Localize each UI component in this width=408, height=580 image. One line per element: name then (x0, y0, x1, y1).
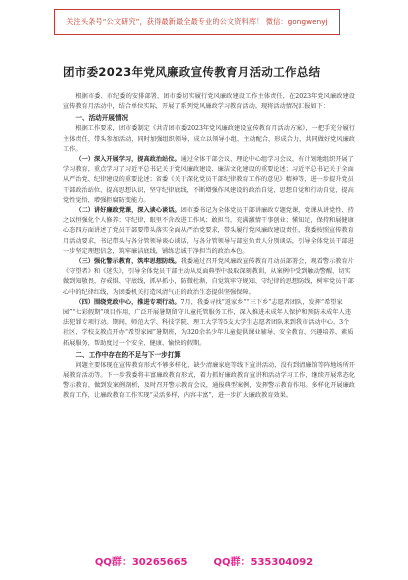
qq-group-2: QQ群：535304092 (213, 556, 314, 568)
section1-heading: 一、活动开展情况 (75, 114, 129, 123)
item1-heading: （一）深入开展学习，提高政治站位。 (75, 156, 181, 164)
promo-banner (54, 9, 340, 35)
item4-paragraph (63, 298, 355, 349)
item1-paragraph (63, 155, 355, 206)
item3-body: 我委通过召开党风廉政宣传教育月动员部署会，观看警示教育片《守望者》和《迷失》，引导全体党员干部主动从反面典型中汲取深刻教训，从案例中受到触动警醒，切实做到知敬畏、存戒惧、守底线，抓早抓小，防微杜渐，自觉筑牢守规知、守纪律的思想防线，树牢党员干部心中的纪律红线，为团委机关打造风清气正的政治生态提供坚强保障。 (63, 258, 354, 296)
item1-body: 通过全体干部会议、理论中心组学习会议，有计划地组织开展了学习教育，重点学习了习近平总书记关于党风廉政建设、廉洁文化建设的重要论述；习近平总书记关于全面从严治党、纪律建设的重要论述；省委《关于深化党员干部纪律教育工作的意见》精神等，进一步提升党员干部政治站位，提高思想认识，坚守纪律底线，不断增强作风建设的政治自觉、思想自觉和行动自觉，提高党性觉悟，增强拒腐防变能力。 (63, 156, 354, 204)
qq-group-1: QQ群：30265665 (94, 556, 188, 568)
item2-body: 团市委书记为全体党员干部讲廉政专题党课，党课从讲党性、持之以恒强化个人修养；守纪律，眼里不含改进工作风；敢担当，充满激情干事创业；懂知足，保持和展健康心态四方面讲述了党员干部要带头落实全面从严治党要求，带头履行党风廉政建设责任，我委按照宣传教育月活动要求，书记带头与各分管领导谈心谈话，与各分管领导与部室负责人分别谈话，引导全体党员干部进一步坚定理想信念，筑牢廉洁底线，铺练忠诚干净担当的政治本色。 (63, 207, 354, 255)
item4-heading: （四）围绕党政中心，推进专项行动。 (75, 298, 181, 306)
section2-heading: 二、工作中存在的不足与下一步打算 (75, 350, 181, 359)
section1-intro: 根据工作要求，团市委制定《共青团市委2023年党风廉政建设宣传教育月活动方案》，一把手充分履行主体责任，带头参加活动，同时加强组织领导，成立以领导小组，主动配合，形成合力，共同做好党风廉政工作。 (63, 125, 355, 153)
item3-paragraph (63, 257, 355, 298)
item2-heading: （二）讲好廉政党课，深入谈心谈话。 (75, 207, 181, 215)
document-body (63, 64, 355, 402)
item3-heading: （三）强化警示教育，筑牢思想防线。 (75, 258, 181, 266)
item2-paragraph (63, 206, 355, 257)
section2-body: 问题主要体现在宣传教育形式不够多样化，缺少清廉家庭等线下宣讲活动，没有到清廉馆等阵地场所开展教育活动等。下一步我委将丰富廉政教育形式，着力抓好廉政教育宣讲和活动学习工作，继续开展常态化警示教育，做到发案例剖析，及时召开警示教育会议，通报典型案例，发挥警示教育作用。多样化开展廉政教育工作，让廉政教育工作实现“灵活多样，内容丰富”，进一步扩大廉政教育效果。 (63, 361, 355, 400)
item4-body: 7月，我委寻找“返家乡”“三下乡”志愿者团队，发挥“希望家园”“七彩假期”项目作用，广泛开展暑期留守儿童托管服务工作，深入推进未成年人保护和预防未成年人违法犯罪专项行动。期间，师范大学、科技学院、理工大学等5支大学生志愿者团队来到我市活动中心，3个社区、学校支教点开办“希望家园”暑期班，为320余名少年儿童提供课业辅导、安全教育、兴趣培养、素质拓展服务，帮助度过一个安全、健康、愉快的假期。 (63, 298, 354, 347)
intro-paragraph: 根据市委、市纪委的安排部署，团市委切实履行党风廉政建设工作主体责任，在2023年党风廉政建设宣传教育月活动中，结合单位实际，开展了系列党风廉政学习教育活动。现将活动情况汇报如下： (63, 93, 355, 111)
footer (0, 550, 408, 570)
promo-banner-text: 关注头条号“公文研究”，获得最新最全最专业的公文资料库！ 微信：gongwenyj (66, 17, 328, 26)
document-title: 团市委2023年党风廉政宣传教育月活动工作总结 (63, 65, 321, 79)
